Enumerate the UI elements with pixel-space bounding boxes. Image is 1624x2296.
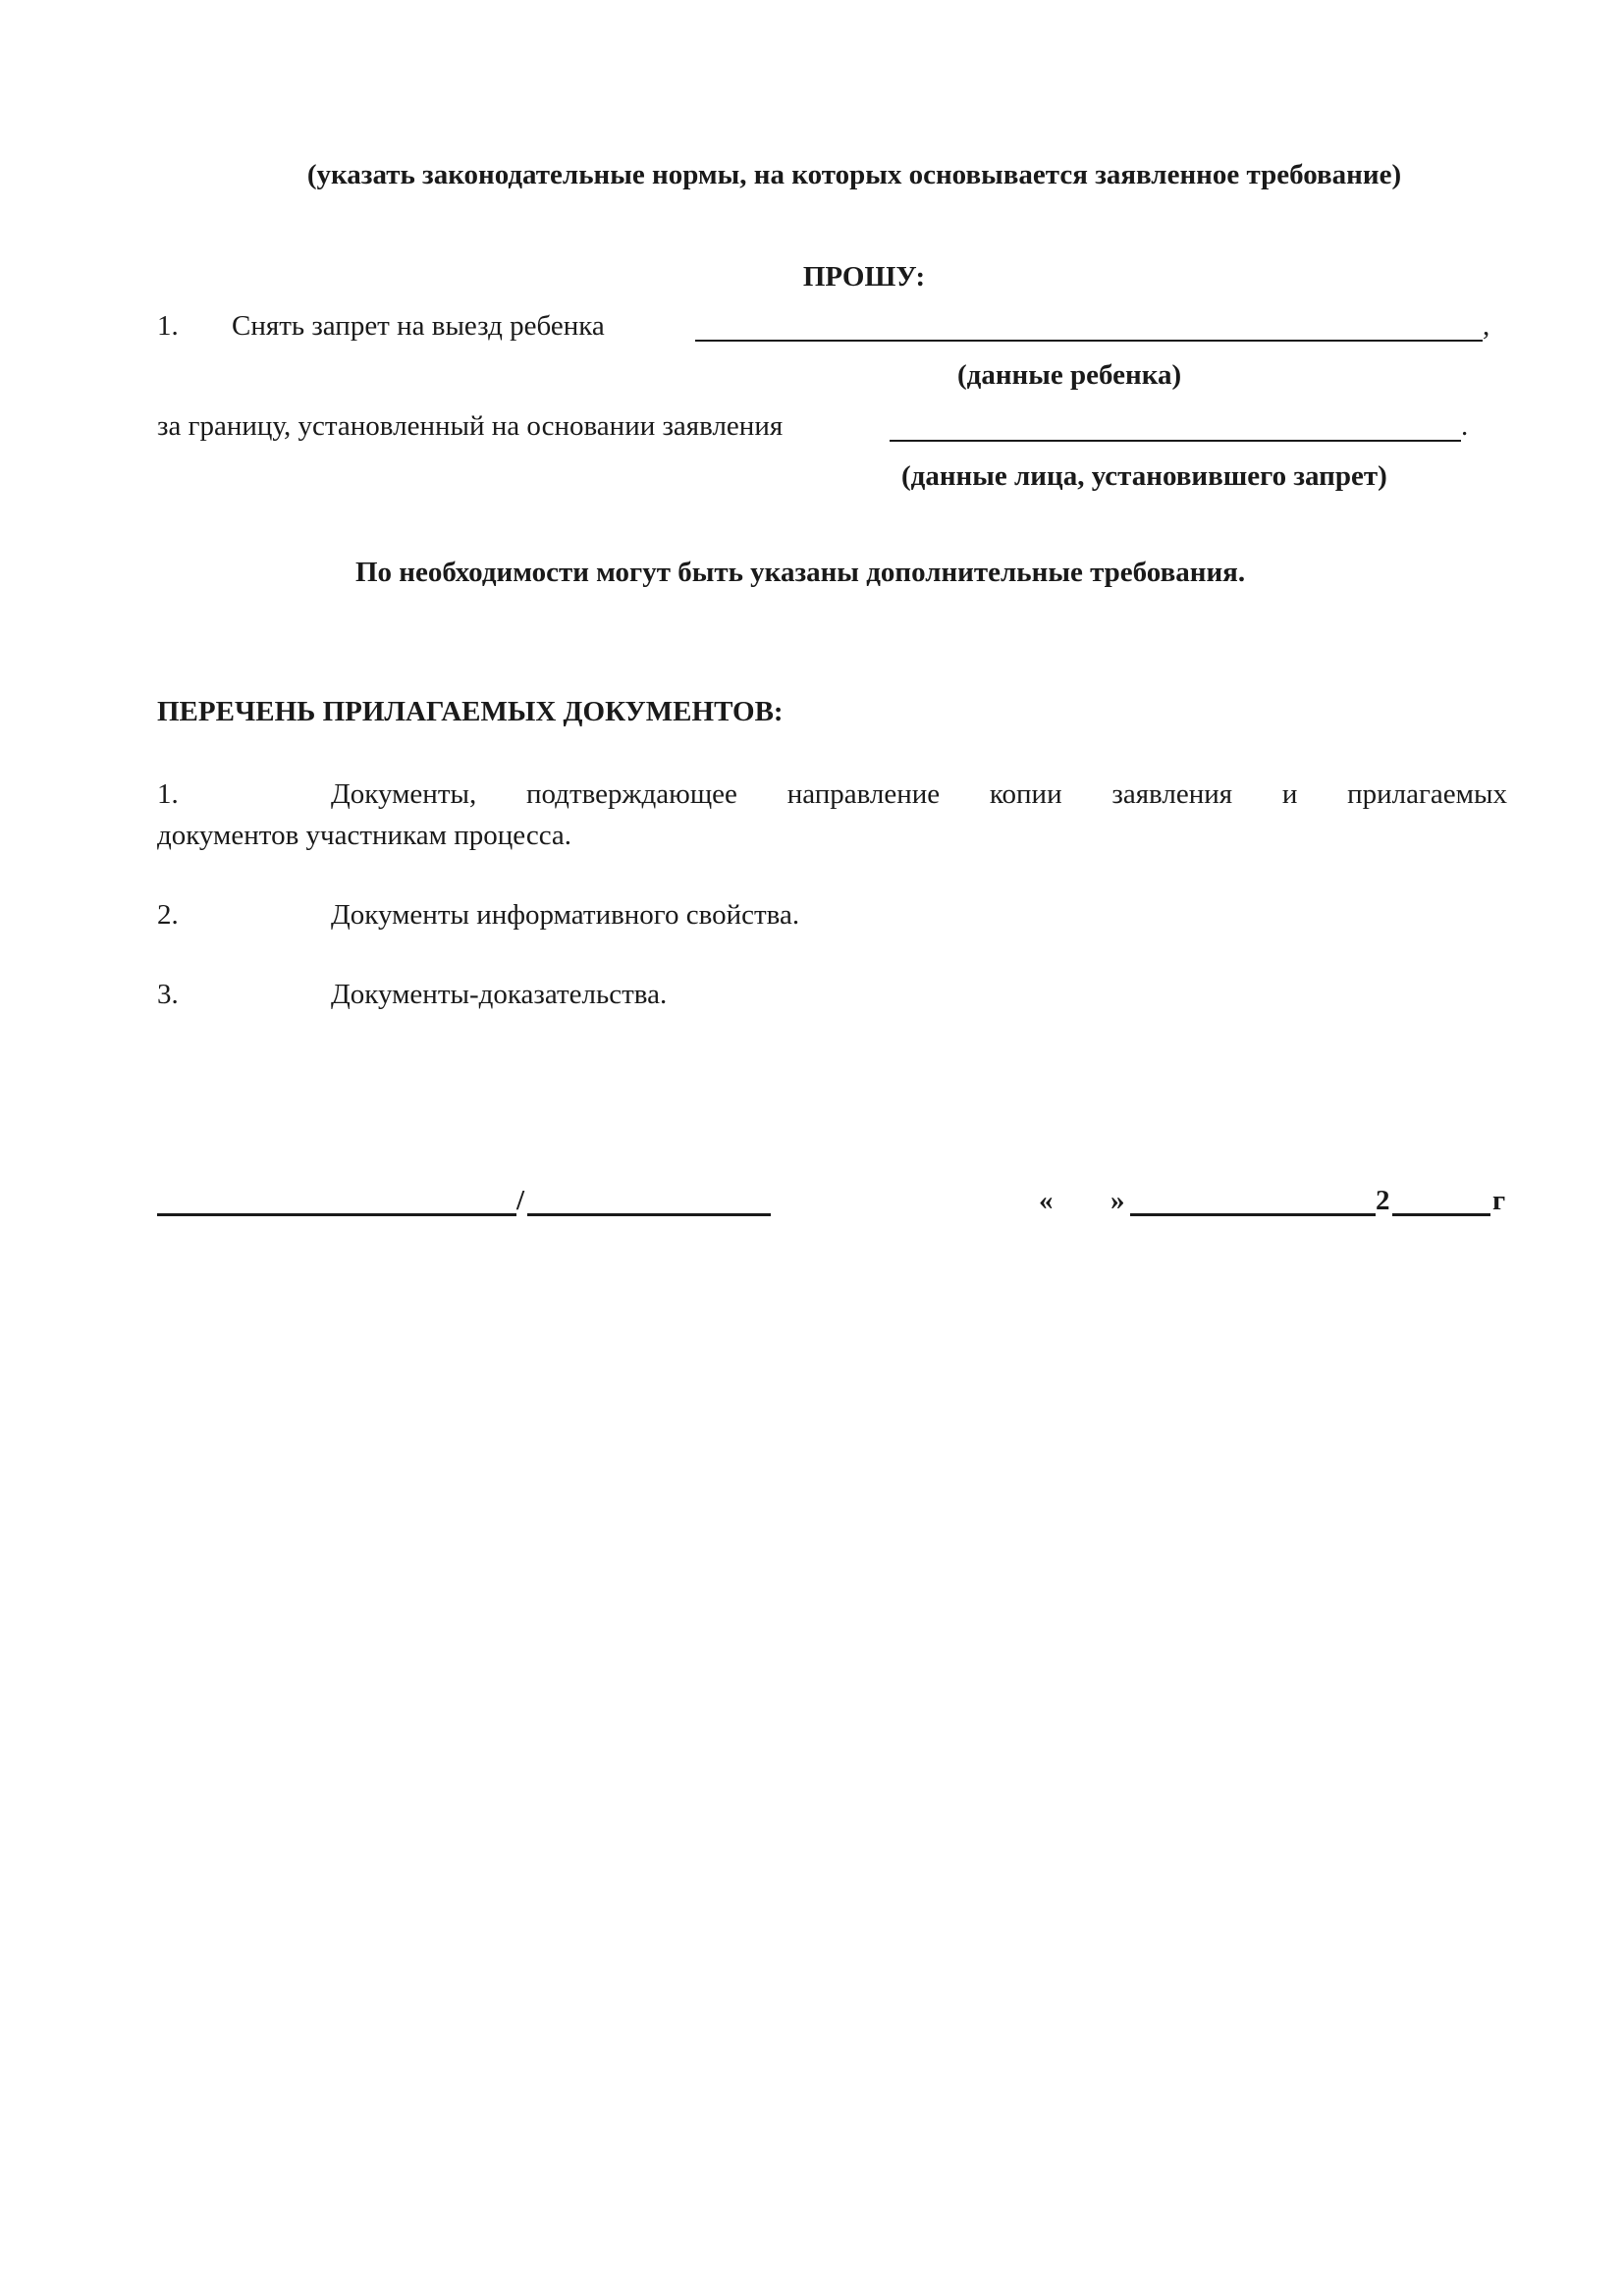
date-quote-open: « (1039, 1185, 1054, 1216)
word: направление (786, 778, 941, 810)
additional-requirements-note: По необходимости могут быть указаны дополнительные требования. (355, 557, 1246, 588)
child-data-comma: , (1483, 310, 1490, 342)
word: прилагаемых (1347, 778, 1507, 810)
attachment-item-2-text: Документы информативного свойства. (331, 899, 800, 931)
person-data-caption: (данные лица, установившего запрет) (901, 460, 1387, 492)
signature-slash: / (516, 1185, 525, 1216)
word: подтверждающее (526, 778, 737, 810)
attachment-item-3-text: Документы-доказательства. (331, 979, 668, 1010)
signature-name-field[interactable] (527, 1213, 771, 1216)
request-heading: ПРОШУ: (802, 261, 926, 293)
word: и (1281, 778, 1298, 810)
word: копии (989, 778, 1062, 810)
legal-basis-note: (указать законодательные нормы, на которых основывается заявленное требование) (306, 159, 1402, 190)
attachment-item-1-number: 1. (157, 778, 179, 810)
word: заявления (1111, 778, 1233, 810)
request-item-continuation: за границу, установленный на основании заявления (157, 410, 784, 442)
person-data-field[interactable] (890, 440, 1461, 442)
signature-field[interactable] (157, 1213, 516, 1216)
child-data-field[interactable] (695, 340, 1483, 342)
request-item-text: Снять запрет на выезд ребенка (232, 310, 605, 342)
request-item-number: 1. (157, 310, 179, 342)
date-year-field[interactable] (1392, 1213, 1490, 1216)
date-day-field[interactable] (1070, 1213, 1106, 1216)
attachments-heading: ПЕРЕЧЕНЬ ПРИЛАГАЕМЫХ ДОКУМЕНТОВ: (157, 696, 784, 727)
attachment-item-2-number: 2. (157, 899, 179, 931)
child-data-caption: (данные ребенка) (957, 359, 1182, 391)
attachment-item-3-number: 3. (157, 979, 179, 1010)
attachment-item-1-line2: документов участникам процесса. (157, 820, 572, 851)
date-year-suffix: г (1492, 1185, 1506, 1216)
date-month-field[interactable] (1130, 1213, 1376, 1216)
attachment-item-1-line1 (331, 776, 1507, 812)
person-data-period: . (1461, 410, 1469, 442)
word: Документы, (331, 778, 477, 810)
date-century-digit: 2 (1376, 1185, 1390, 1216)
date-quote-close: » (1110, 1185, 1125, 1216)
